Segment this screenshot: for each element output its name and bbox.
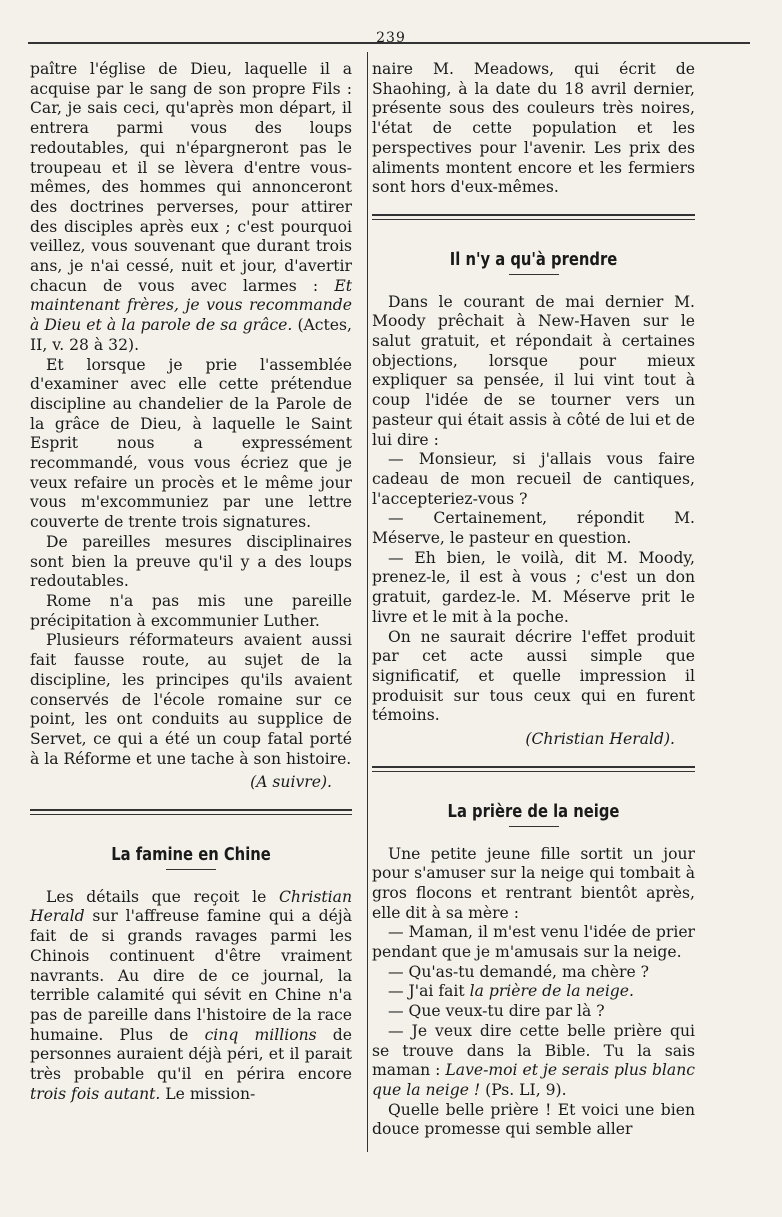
paragraph: naire M. Meadows, qui écrit de Shaohing, à la date du 18 avril dernier, présente sous des couleurs très noires, l'état de cette population et les perspectives pour l'avenir. Les prix des aliments montent encore et les fermiers sont hors d'eux-mêmes.: [372, 60, 695, 197]
paragraph: Plusieurs réformateurs avaient aussi fait fausse route, au sujet de la discipline, les principes qu'ils avaient conservés de l'école romaine sur ce point, les ont conduits au supplice de Servet, ce qui a été un coup fatal porté à la Réforme et une tache à son histoire.: [30, 631, 352, 768]
paragraph: — Monsieur, si j'allais vous faire cadeau de mon recueil de cantiques, l'accepteriez-vous ?: [372, 450, 695, 508]
paragraph: — Que veux-tu dire par là ?: [388, 1002, 605, 1021]
paragraph: Rome n'a pas mis une pareille précipitation à excommunier Luther.: [30, 591, 352, 630]
text: paître l'église de Dieu, laquelle il a acquise par le sang de son propre Fils : Car, je sais ceci, qu'après mon départ, il entrera parmi vous des loups redoutables, qui n'épargneront pas le troupeau et il se lèvera d'entre vous-mêmes, des hommes qui annonceront des doctrines perverses, pour attirer des disciples après eux ; c'est pourquoi veillez, vous souvenant que durant trois ans, je n'ai cessé, nuit et jour, d'avertir chacun de vous avec larmes :: [30, 60, 352, 295]
section-divider: [30, 809, 352, 815]
paragraph: — Certainement, répondit M. Méserve, le pasteur en question.: [372, 509, 695, 548]
reference: (Actes, II, v. 28 à 32).: [30, 316, 352, 354]
attribution: (A suivre).: [250, 773, 332, 792]
title-dash: [509, 826, 559, 827]
paragraph: Les détails que reçoit le Christian Herald sur l'affreuse famine qui a déjà fait de si grands ravages parmi les Chinois continuent d'être vraiment navrants. Au dire de ce journal, la terrible calamité qui sévit en Chine n'a pas de pareille dans l'histoire de la race humaine. Plus de cinq millions de personnes auraient déjà péri, et il parait très probable qu'il en périra encore trois fois autant. Le mission-: [30, 887, 353, 1103]
paragraph: De pareilles mesures disciplinaires sont bien la preuve qu'il y a des loups redoutables.: [30, 532, 352, 591]
paragraph: Et lorsque je prie l'assemblée d'examiner avec elle cette prétendue discipline au chandelier de la Parole de la grâce de Dieu, à laquelle le Saint Esprit nous a expressément recommandé, vous vous écriez que je veux refaire un procès et le même jour vous m'excommuniez par une lettre couverte de trente trois signatures.: [30, 355, 352, 532]
section-title: La famine en Chine: [111, 844, 271, 866]
section-divider: [372, 766, 695, 772]
section-title: Il n'y a qu'à prendre: [449, 248, 618, 270]
attribution: (Christian Herald).: [525, 730, 675, 749]
left-column: [30, 60, 352, 1104]
paragraph: — Maman, il m'est venu l'idée de prier pendant que je m'amusais sur la neige.: [372, 923, 695, 962]
top-rule: [28, 42, 750, 44]
right-column: [372, 60, 695, 1140]
paragraph: Quelle belle prière ! Et voici une bien douce promesse qui semble aller: [372, 1100, 695, 1139]
paragraph: — Je veux dire cette belle prière qui se trouve dans la Bible. Tu la sais maman : Lave-moi et je serais plus blanc que la neige ! (Ps. LI, 9).: [372, 1021, 695, 1099]
paragraph: [30, 60, 352, 356]
section-title: La prière de la neige: [447, 800, 620, 822]
paragraph: Dans le courant de mai dernier M. Moody prêchait à New-Haven sur le salut gratuit, et répondait à certaines objections, lorsque pour mieux expliquer sa pensée, il lui vint tout à coup l'idée de se tourner vers un pasteur qui était assis à côté de lui et de lui dire :: [372, 292, 695, 449]
title-dash: [509, 274, 559, 275]
page-number: 239: [376, 30, 406, 46]
column-divider: [367, 52, 368, 1152]
paragraph: — J'ai fait la prière de la neige.: [388, 982, 634, 1001]
paragraph: — Eh bien, le voilà, dit M. Moody, prenez-le, il est à vous ; c'est un don gratuit, gardez-le. M. Méserve prit le livre et le mit à la poche.: [372, 548, 695, 626]
paragraph: Une petite jeune fille sortit un jour pour s'amuser sur la neige qui tombait à gros flocons et rentrant bientôt après, elle dit à sa mère :: [372, 844, 695, 922]
paragraph: — Qu'as-tu demandé, ma chère ?: [388, 962, 650, 981]
section-divider: [372, 214, 695, 220]
paragraph: On ne saurait décrire l'effet produit par cet acte aussi simple que significatif, et quelle impression il produisit sur tous ceux qui en furent témoins.: [372, 627, 695, 725]
italic-quote: Et maintenant frères, je vous recommande à Dieu et à la parole de sa grâce.: [30, 276, 352, 335]
title-dash: [166, 869, 216, 870]
